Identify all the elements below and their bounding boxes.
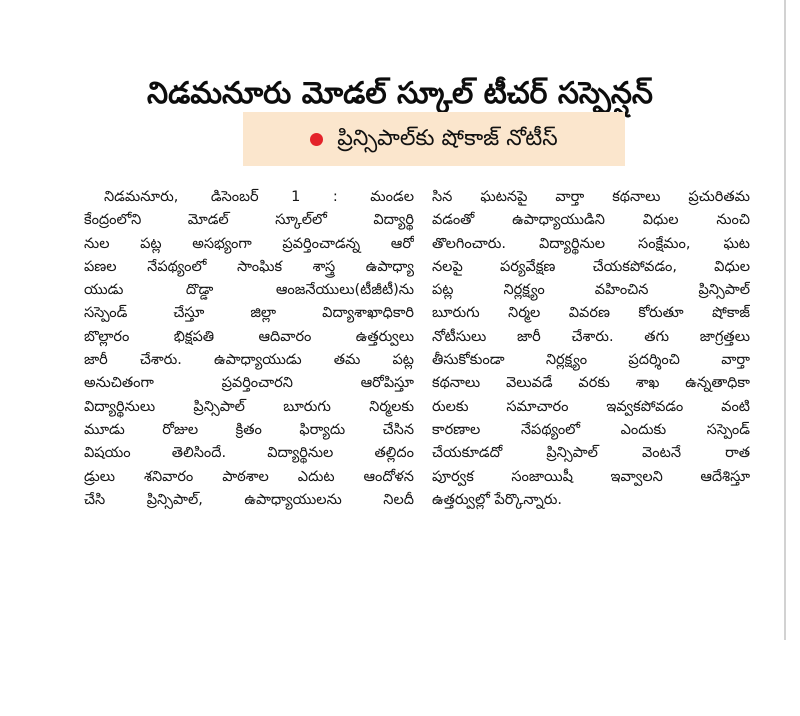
article-line: కథనాలు వెలువడే వరకు శాఖ ఉన్నతాధికా (432, 375, 750, 392)
article-line: డ్రులు శనివారం పాఠశాల ఎదుట ఆందోళన (84, 468, 414, 485)
article-line: పణల నేపథ్యంలో సాంఘిక శాస్త్ర ఉపాధ్యా (84, 258, 414, 275)
article-line: కారణాల నేపథ్యంలో ఎందుకు సస్పెండ్ (432, 421, 750, 438)
article-line: విషయం తెలిసిందే. విద్యార్థినుల తల్లిదం (84, 445, 414, 462)
article-line: చేయకూడదో ప్రిన్సిపాల్ వెంటనే రాత (432, 445, 750, 462)
article-line: చేసి ప్రిన్సిపాల్, ఉపాధ్యాయులను నిలదీ (84, 491, 414, 508)
article-line: అనుచితంగా ప్రవర్తించారని ఆరోపిస్తూ (84, 375, 414, 392)
article-line: సస్పెండ్ చేస్తూ జిల్లా విద్యాశాఖాధికారి (84, 305, 414, 322)
article-line: నుల పట్ల అసభ్యంగా ప్రవర్తించాడన్న ఆరో (84, 235, 414, 252)
article-line: బూరుగు నిర్మల వివరణ కోరుతూ షోకాజ్ (432, 305, 750, 322)
headline: నిడమనూరు మోడల్ స్కూల్ టీచర్ సస్పెన్షన్ (147, 76, 653, 112)
article-line: నిడమనూరు, డిసెంబర్ 1 : మండల (104, 189, 414, 205)
article-line: యుడు దొడ్డా ఆంజనేయులు(టీజీటీ)ను (84, 282, 414, 299)
article-line: తీసుకోకుండా నిర్లక్ష్యం ప్రదర్శించి వార్తా (432, 352, 750, 369)
article-line: ఉత్తర్వుల్లో పేర్కొన్నారు. (432, 491, 563, 508)
article-line: పట్ల నిర్లక్ష్యం వహించిన ప్రిన్సిపాల్ (432, 282, 750, 299)
article-line: బొల్లారం భిక్షపతి ఆదివారం ఉత్తర్వులు (84, 328, 414, 345)
article-line: జారీ చేశారు. ఉపాధ్యాయుడు తమ పట్ల (84, 352, 414, 369)
article-column-right (432, 186, 750, 512)
subheadline: ప్రిన్సిపాల్‌కు షోకాజ్ నోటీస్ (337, 126, 558, 151)
article-column-left (84, 186, 414, 512)
subheadline-box (243, 112, 625, 166)
bullet-dot-icon (310, 133, 323, 146)
article-line: నోటీసులు జారీ చేశారు. తగు జాగ్రత్తలు (432, 328, 750, 345)
article-line: సిన ఘటనపై వార్తా కథనాలు ప్రచురితమ (432, 189, 750, 205)
article-line: తొలగించారు. విద్యార్థినుల సంక్షేమం, ఘట (432, 235, 750, 252)
article-line: పూర్వక సంజాయిషీ ఇవ్వాలని ఆదేశిస్తూ (432, 468, 750, 485)
article-line: వడంతో ఉపాధ్యాయుడిని విధుల నుంచి (432, 212, 750, 229)
article-line: రులకు సమాచారం ఇవ్వకపోవడం వంటి (432, 398, 750, 415)
article-line: విద్యార్థినులు ప్రిన్సిపాల్ బూరుగు నిర్మలకు (84, 398, 414, 415)
article-line: నలపై పర్యవేక్షణ చేయకపోవడం, విధుల (432, 258, 750, 275)
article-line: కేంద్రంలోని మోడల్ స్కూల్‌లో విద్యార్థి (84, 212, 414, 229)
article-line: మూడు రోజుల క్రితం ఫిర్యాదు చేసిన (84, 421, 414, 438)
